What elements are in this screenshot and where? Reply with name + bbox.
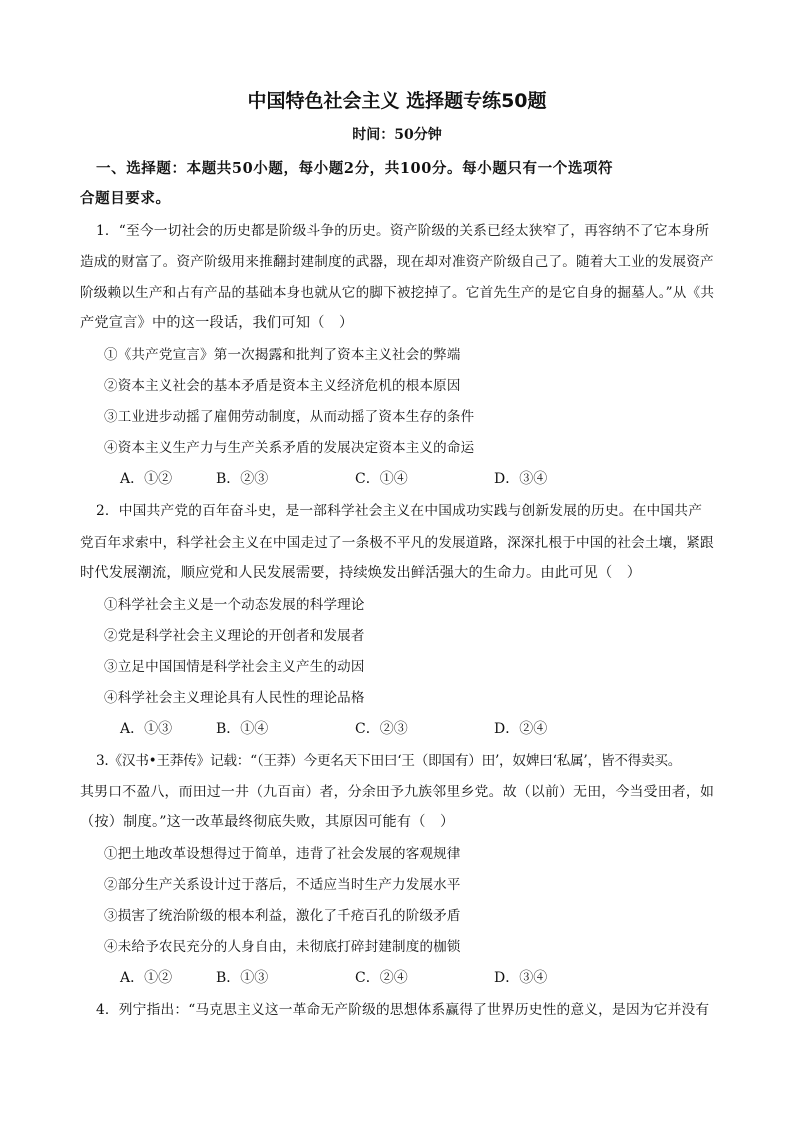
page-title: 中国特色社会主义 选择题专练50题 [247,90,547,112]
question-4-text: 4．列宁指出：“马克思主义这一革命无产阶级的思想体系赢得了世界历史性的意义，是因为它并没有 [96,1002,710,1018]
choice-b: B．②③ [216,471,269,487]
question-2-choices [120,718,680,738]
question-3-option-3: ③损害了统治阶级的根本利益，激化了千疮百孔的阶级矛盾 [104,908,461,924]
choice-c: C．①④ [355,471,408,487]
question-3-text: （按）制度。”这一改革最终彻底失败，其原因可能有（ ） [80,814,455,830]
question-1-option-1: ①《共产党宣言》第一次揭露和批判了资本主义社会的弊端 [104,347,461,363]
choice-c: C．②④ [355,970,408,986]
choice-d: D．③④ [494,471,548,487]
question-3-choices [120,967,680,987]
question-2-option-2: ②党是科学社会主义理论的开创者和发展者 [104,628,365,644]
question-2-text: 2．中国共产党的百年奋斗史，是一部科学社会主义在中国成功实践与创新发展的历史。在中国共产 [96,503,703,519]
choice-b: B．①③ [216,970,269,986]
question-2-option-1: ①科学社会主义是一个动态发展的科学理论 [104,597,365,613]
question-1-text: 产党宣言》中的这一段话，我们可知（ ） [80,315,354,331]
question-1-choices [120,468,680,488]
question-2-option-4: ④科学社会主义理论具有人民性的理论品格 [104,690,365,706]
time-limit: 时间：50分钟 [352,127,442,143]
question-2-text: 时代发展潮流，顺应党和人民发展需要，持续焕发出鲜活强大的生命力。由此可见（ ） [80,565,642,581]
question-1-option-2: ②资本主义社会的基本矛盾是资本主义经济危机的根本原因 [104,378,461,394]
choice-a: A．①② [120,471,173,487]
question-2-option-3: ③立足中国国情是科学社会主义产生的动因 [104,659,365,675]
question-1-text: 1．“至今一切社会的历史都是阶级斗争的历史。资产阶级的关系已经太狭窄了，再容纳不了它本身所 [96,223,710,239]
question-1-text: 造成的财富了。资产阶级用来推翻封建制度的武器，现在却对准资产阶级自己了。随着大工业的发展资产 [80,254,714,270]
question-1-text: 阶级赖以生产和占有产品的基础本身也就从它的脚下被挖掉了。它首先生产的是它自身的掘墓人。”从《共 [80,285,715,301]
question-3-option-2: ②部分生产关系设计过于落后，不适应当时生产力发展水平 [104,877,461,893]
choice-a: A．①② [120,970,173,986]
question-1-option-4: ④资本主义生产力与生产关系矛盾的发展决定资本主义的命运 [104,440,475,456]
section-heading: 一、选择题：本题共50小题，每小题2分，共100分。每小题只有一个选项符 [96,160,614,177]
choice-c: C．②③ [355,721,408,737]
choice-a: A．①③ [120,721,173,737]
choice-b: B．①④ [216,721,269,737]
question-1-option-3: ③工业进步动摇了雇佣劳动制度，从而动摇了资本生存的条件 [104,409,475,425]
choice-d: D．③④ [494,970,548,986]
question-3-option-1: ①把土地改革设想得过于简单，违背了社会发展的客观规律 [104,846,461,862]
question-3-text: 3.《汉书•王莽传》记载：“（王莽）今更名天下田曰‘王（即国有）田’，奴婢曰‘私属’，皆不得卖买。 [96,753,682,769]
section-heading-cont: 合题目要求。 [80,190,171,207]
choice-d: D．②④ [494,721,548,737]
question-3-option-4: ④未给予农民充分的人身自由，未彻底打碎封建制度的枷锁 [104,939,461,955]
question-3-text: 其男口不盈八，而田过一井（九百亩）者，分余田予九族邻里乡党。故（以前）无田，今当受田者，如 [80,784,715,800]
question-2-text: 党百年求索中，科学社会主义在中国走过了一条极不平凡的发展道路，深深扎根于中国的社会土壤，紧跟 [80,535,714,551]
